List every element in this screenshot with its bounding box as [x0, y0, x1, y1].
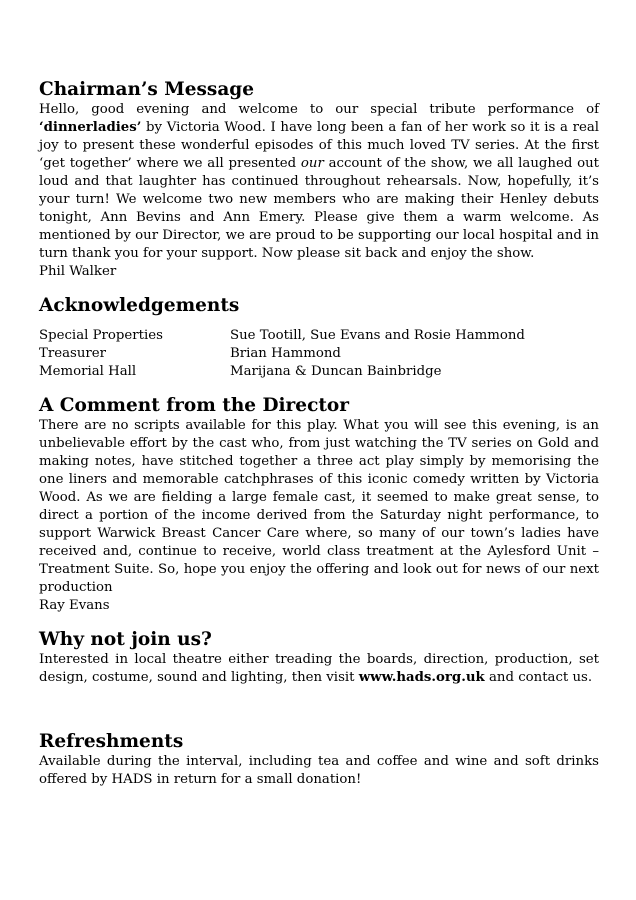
- chairman-signature: Phil Walker: [39, 264, 117, 279]
- acknowledgement-row: [39, 345, 599, 363]
- acknowledgements-list: [39, 327, 599, 381]
- chairman-text-3: account of the show, we all laughed out loud and that laughter has continued throughout rehearsals. Now, hopefully, it’s your turn! We welcome two new members who are making their Henley debuts tonight, Ann Bevins and Ann Emery. Please give them a warm welcome. As mentioned by our Director, we are proud to be supporting our local hospital and in turn thank you for your support. Now please sit back and enjoy the show.: [39, 156, 599, 261]
- director-comment: There are no scripts available for this play. What you will see this evening, is an unbelievable effort by the cast who, from just watching the TV series on Gold and making notes, have stitched together a three act play simply by memorising the one liners and memorable catchphrases of this iconic comedy written by Victoria Wood. As we are fielding a large female cast, it seemed to make great sense, to direct a portion of the income derived from the Saturday night performance, to support Warwick Breast Cancer Care where, so many of our town’s ladies have received and, continue to receive, world class treatment at the Aylesford Unit – Treatment Suite. So, hope you enjoy the offering and look out for news of our next production: [39, 418, 599, 595]
- chairman-text-2: by Victoria Wood. I have long been a fan of her work so it is a real joy to present these wonderful episodes of this much loved TV series. At the first ‘get together’ where we all presented: [39, 120, 599, 171]
- acknowledgement-role: Memorial Hall: [39, 364, 137, 379]
- director-heading: A Comment from the Director: [39, 395, 349, 416]
- director-section: [39, 395, 599, 615]
- show-title: ‘dinnerladies’: [39, 120, 142, 135]
- join-text-end: and contact us.: [484, 670, 593, 685]
- chairman-message: [39, 101, 599, 263]
- chairman-text-1: Hello, good evening and welcome to our special tribute performance of: [39, 102, 599, 117]
- acknowledgement-role: Treasurer: [39, 346, 106, 361]
- director-signature: Ray Evans: [39, 598, 110, 613]
- refreshments-heading: Refreshments: [39, 731, 184, 752]
- website-link[interactable]: www.hads.org.uk: [358, 670, 485, 685]
- programme-page: [39, 79, 599, 803]
- acknowledgement-row: [39, 363, 599, 381]
- join-text: [39, 651, 599, 687]
- refreshments-text: Available during the interval, including tea and coffee and wine and soft drinks offered by HADS in return for a small donation!: [39, 754, 599, 787]
- chairman-heading: Chairman’s Message: [39, 79, 255, 100]
- acknowledgement-names: Marijana & Duncan Bainbridge: [230, 364, 442, 379]
- acknowledgement-row: [39, 327, 599, 345]
- join-text-start: Interested in local theatre either treading the boards, direction, production, set design, costume, sound and lighting, then visit: [39, 652, 599, 685]
- acknowledgement-names: Brian Hammond: [230, 346, 341, 361]
- join-heading: Why not join us?: [39, 629, 212, 650]
- spacer: [39, 701, 599, 731]
- chairman-section: [39, 79, 599, 281]
- acknowledgements-section: [39, 295, 599, 381]
- join-section: [39, 629, 599, 687]
- acknowledgement-names: Sue Tootill, Sue Evans and Rosie Hammond: [230, 328, 525, 343]
- acknowledgements-heading: Acknowledgements: [39, 295, 240, 316]
- acknowledgement-role: Special Properties: [39, 328, 163, 343]
- emphasis-our: our: [300, 156, 324, 171]
- refreshments-section: [39, 731, 599, 789]
